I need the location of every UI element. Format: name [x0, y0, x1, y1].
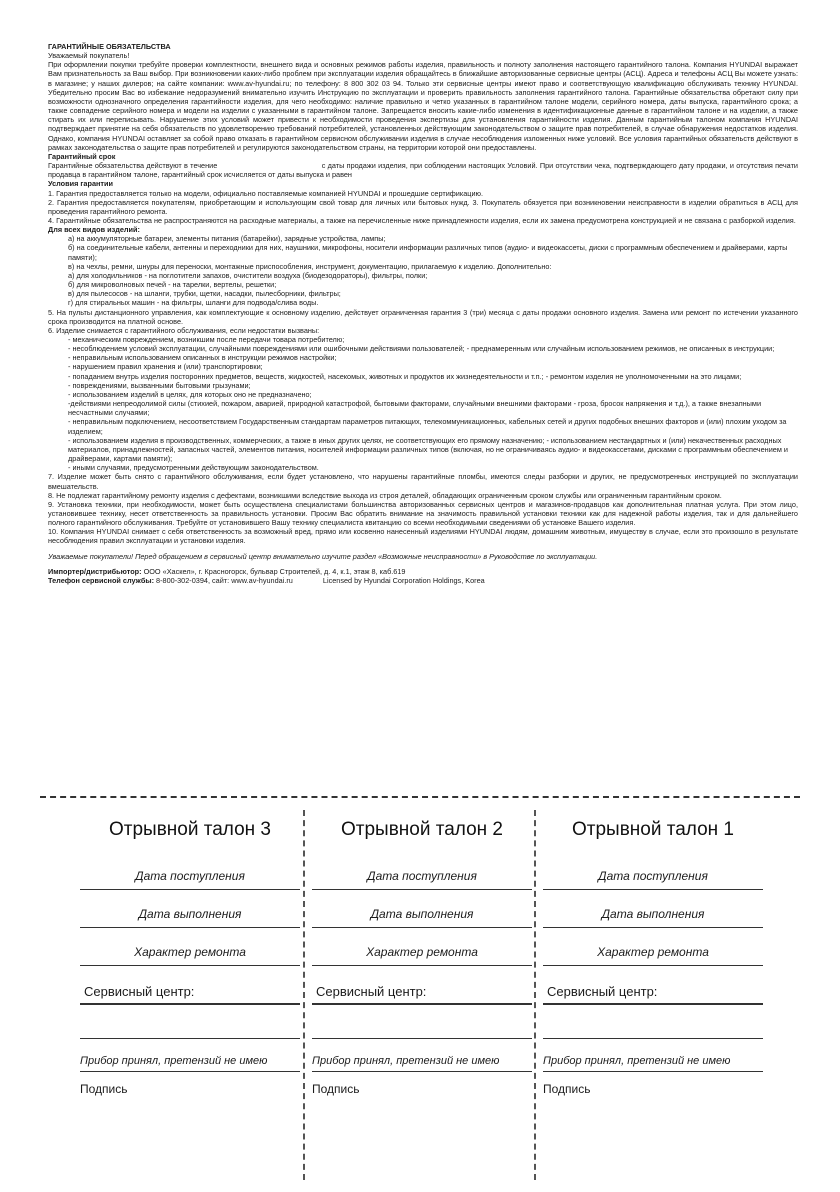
done-date-field	[543, 890, 763, 928]
list-item: - попаданием внутрь изделия посторонних предметов, веществ, жидкостей, насекомых, животных и продуктов их жизнедеятельности и т.п.; - ремонтом изделия не уполномоченными на это лицами;	[68, 371, 742, 381]
condition-2: 2. Гарантия предоставляется покупателям, приобретающим и использующим свой товар для личных или бытовых нужд. 3. Покупатель обязуется при возникновении неисправности в изделии обратиться в АСЦ для проведения гарантийного ремонта.	[48, 197, 798, 216]
done-date-field	[312, 890, 532, 928]
list-item: - несоблюдением условий эксплуатации, случайными повреждениями или ошибочными действиями пользователей; - преднамеренным или случайным использованием режимов, не описанных в инструкции;	[68, 344, 775, 354]
condition-6: 6. Изделие снимается с гарантийного обслуживания, если недостатки вызваны:	[48, 325, 320, 335]
field-label: Прибор принял, претензий не имею	[80, 1055, 268, 1067]
list-item: - использованием изделия в производственных, коммерческих, а также в иных других целях, не соответствующих его прямому назначению; - использованием нестандартных и (или) некачественных расходных материалов, принадлежностей, запасных частей, элементов питания, носителей информации различных типов (включая, но не ограничиваясь аудио- и видеокассетами, дисками с программным обеспечением и драйверами, картами памяти);	[68, 435, 788, 464]
phone-label: Телефон сервисной службы:	[48, 575, 154, 585]
list-item: б) на соединительные кабели, антенны и переходники для них, наушники, микрофоны, носители информации различных типов (аудио- и видеокассеты, диски с программным обеспечением и драйверами, карты памяти);	[68, 243, 788, 262]
field-label: Прибор принял, претензий не имею	[312, 1055, 500, 1067]
blank-line	[80, 1005, 300, 1039]
repair-type-field	[312, 928, 532, 966]
blank-line	[543, 1005, 763, 1039]
condition-8: 8. Не подлежат гарантийному ремонту изделия с дефектами, возникшими вследствие выхода из строя деталей, обладающих ограниченным сроком службы или ограниченным гарантийным сроком.	[48, 490, 722, 500]
field-label: Дата поступления	[135, 869, 245, 883]
coupon-1	[543, 808, 763, 1102]
field-label: Прибор принял, претензий не имею	[543, 1055, 731, 1067]
field-label: Дата поступления	[598, 869, 708, 883]
list-item: в) для пылесосов - на шланги, трубки, щетки, насадки, пылесборники, фильтры;	[68, 289, 341, 299]
condition-9: 9. Установка техники, при необходимости, может быть осуществлена специалистами большинства авторизованных сервисных центров и магазинов-продавцов как дополнительная платная услуга. При этом лицо, установившее технику, несет ответственность за правильность установки. Просим Вас обратить внимание на значимость правильной установки техники как для надежной работы изделия, так и для дальнейшего полного гарантийного обслуживания. Требуйте от установившего Вашу технику специалиста квитанцию со всеми необходимыми сведениями об установке Вашего изделия.	[48, 499, 798, 528]
intro-paragraph: При оформлении покупки требуйте проверки комплектности, внешнего вида и основных режимов работы изделия, правильность и полноту заполнения настоящего гарантийного талона. Компания HYUNDAI выражает Вам признательность за Ваш выбор. При возникновении каких-либо проблем при эксплуатации изделия обращайтесь в ближайшие авторизованные сервисные центры (АСЦ). Адреса и телефоны АСЦ Вы можете узнать: в магазине; у наших дилеров; на сайте компании: www.av-hyundai.ru; по телефону: 8 800 302 03 94. Только эти сервисные центры имеют право и соответствующую квалификацию обслуживать технику HYUNDAI. Убедительно просим Вас во избежание недоразумений внимательно изучить Инструкцию по эксплуатации и проверить правильность заполнения гарантийного талона. Гарантийные обязательства обретают силу при возможности однозначного определения гарантийности изделия, для чего необходимо: наличие правильно и четко указанных в гарантийном талоне модели, серийного номера, даты выпуска, гарантийного срока; а также совпадение серийного номера и модели на изделии с указанными в гарантийном талоне. Запрещается вносить какие-либо изменения в идентификационные данные в гарантийном талоне и на изделии, а также стирать их или переписывать. Нарушение этих условий может привести к необходимости проведения экспертизы для установления гарантийности изделия. Данным гарантийным талоном компания HYUNDAI подтверждает принятие на себя обязательств по удовлетворению требований потребителей, установленных действующим законодательством о защите прав потребителей, в случае обнаружения недостатков изделия. Однако, компания HYUNDAI оставляет за собой право отказать в гарантийном сервисном обслуживании изделия в случае несоблюдения изложенных ниже условий. Все условия гарантийных обязательств действуют в рамках законодательства о защите прав потребителей и регулируются законодательством страны, на территории которой они предоставлены.	[48, 60, 799, 152]
accepted-field	[312, 1039, 532, 1072]
list-item: г) для стиральных машин - на фильтры, шланги для подвода/слива воды.	[68, 298, 319, 308]
blank-line	[312, 1005, 532, 1039]
coupon-title: Отрывной талон 2	[340, 819, 503, 840]
field-label: Сервисный центр:	[84, 984, 195, 999]
condition-1: 1. Гарантия предоставляется только на модели, официально поставляемые компанией HYUNDAI и прошедшие сертификацию.	[48, 188, 484, 198]
signature-field	[543, 1072, 763, 1102]
coupon-title: Отрывной талон 1	[571, 819, 734, 840]
list-item: - нарушением правил хранения и (или) транспортировки;	[68, 362, 263, 372]
vertical-tear-line	[534, 810, 536, 1180]
repair-type-field	[543, 928, 763, 966]
field-label: Сервисный центр:	[316, 984, 427, 999]
list-item: б) для микроволновых печей - на тарелки, вертелы, решетки;	[68, 280, 277, 290]
list-item: - неправильным использованием описанных в инструкции режимов настройки;	[68, 353, 337, 363]
repair-type-field	[80, 928, 300, 966]
field-label: Характер ремонта	[366, 945, 478, 959]
list-item: а) на аккумуляторные батареи, элементы питания (батарейки), зарядные устройства, лампы;	[68, 234, 386, 244]
coupon-2	[312, 808, 532, 1102]
accepted-field	[543, 1039, 763, 1072]
field-label: Дата выполнения	[370, 907, 474, 921]
customer-note: Уважаемые покупатели! Перед обращением в сервисный центр внимательно изучите раздел «Возможные неисправности» в Руководстве по эксплуатации.	[48, 551, 598, 561]
service-center-field	[543, 966, 763, 1003]
condition-5: 5. На пульты дистанционного управления, как комплектующие к основному изделию, действует ограниченная гарантия 3 (три) месяца с даты продажи основного изделия. Замена или ремонт по истечении указанного срока производится на платной основе.	[48, 307, 798, 326]
field-label: Характер ремонта	[597, 945, 709, 959]
warranty-document	[48, 42, 801, 585]
condition-7: 7. Изделие может быть снято с гарантийного обслуживания, если будет установлено, что нарушены гарантийные пломбы, имеются следы разборки и других, не предусмотренных инструкцией по эксплуатации вмешательств.	[48, 472, 798, 491]
vertical-tear-line	[303, 810, 305, 1180]
period-title: Гарантийный срок	[48, 151, 116, 161]
greeting: Уважаемый покупатель!	[48, 51, 130, 61]
phone-text: 8-800-302-0394, сайт:	[156, 575, 230, 585]
done-date-field	[80, 890, 300, 928]
field-label: Подпись	[80, 1082, 128, 1096]
service-center-field	[312, 966, 532, 1003]
condition-4: 4. Гарантийные обязательства не распространяются на расходные материалы, а также на перечисленные ниже принадлежности изделия, если их замена предусмотрена конструкцией и не связана с разборкой изделия.	[48, 215, 796, 225]
site-link: www.av-hyundai.ru	[231, 575, 293, 585]
importer-text: ООО «Хаскел», г. Красногорск, бульвар Строителей, д. 4, к.1, этаж 8, каб.619	[143, 566, 406, 576]
coupon-title: Отрывной талон 3	[108, 819, 271, 840]
list-item: в) на чехлы, ремни, шнуры для переноски, монтажные приспособления, инструмент, документацию, прилагаемую к изделию. Дополнительно:	[68, 261, 552, 271]
received-date-field	[312, 852, 532, 890]
phone-line	[48, 576, 798, 585]
period-text: Гарантийные обязательства действуют в течение с даты продажи изделия, при соблюдении настоящих Условий. При отсутствии чека, подтверждающего дату продажи, и отсутствия печати продавца в гарантийном талоне, гарантийный срок исчисляется от даты выпуска и равен	[48, 161, 801, 180]
field-label: Дата выполнения	[138, 907, 242, 921]
received-date-field	[80, 852, 300, 890]
list-item: - иными случаями, предусмотренными действующим законодательством.	[68, 463, 319, 473]
field-label: Дата поступления	[367, 869, 477, 883]
tear-line	[40, 796, 800, 798]
list-item: - повреждениями, вызванными бытовыми грызунами;	[68, 380, 251, 390]
coupon-3	[80, 808, 300, 1102]
service-center-field	[80, 966, 300, 1003]
field-label: Подпись	[543, 1082, 591, 1096]
conditions-title: Условия гарантии	[48, 179, 113, 189]
list-item: - использованием изделий в целях, для которых оно не предназначено;	[68, 389, 312, 399]
importer-line	[48, 567, 798, 576]
all-types-title: Для всех видов изделий:	[48, 225, 140, 235]
list-item: а) для холодильников - на поглотители запахов, очистители воздуха (биодезодораторы), фильтры, полки;	[68, 270, 428, 280]
doc-title: ГАРАНТИЙНЫЕ ОБЯЗАТЕЛЬСТВА	[48, 42, 171, 51]
importer-label: Импортер/дистрибьютор:	[48, 566, 142, 576]
list-item: - неправильным подключением, несоответствием Государственным стандартам параметров питающих, телекоммуникационных, кабельных сетей и других подобных внешних факторов и (или) плохим уходом за изделием;	[68, 417, 787, 436]
condition-10: 10. Компания HYUNDAI снимает с себя ответственность за возможный вред, прямо или косвенно нанесенный изделиями HYUNDAI людям, домашним животным, имуществу в случае, если это произошло в результате несоблюдения правил эксплуатации и установки изделия.	[48, 527, 798, 546]
list-item: -действиями непреодолимой силы (стихией, пожаром, аварией, природной катастрофой, бытовыми факторами, случайными внешними факторами - гроза, бросок напряжения и т.д.), а также внезапными несчастными случаями;	[68, 399, 762, 418]
field-label: Подпись	[312, 1082, 360, 1096]
list-item: - механическим повреждением, возникшим после передачи товара потребителю;	[68, 335, 345, 344]
signature-field	[80, 1072, 300, 1102]
field-label: Дата выполнения	[601, 907, 705, 921]
signature-field	[312, 1072, 532, 1102]
license-text: Licensed by Hyundai Corporation Holdings, Korea	[322, 575, 485, 585]
field-label: Характер ремонта	[134, 945, 246, 959]
accepted-field	[80, 1039, 300, 1072]
field-label: Сервисный центр:	[547, 984, 658, 999]
received-date-field	[543, 852, 763, 890]
